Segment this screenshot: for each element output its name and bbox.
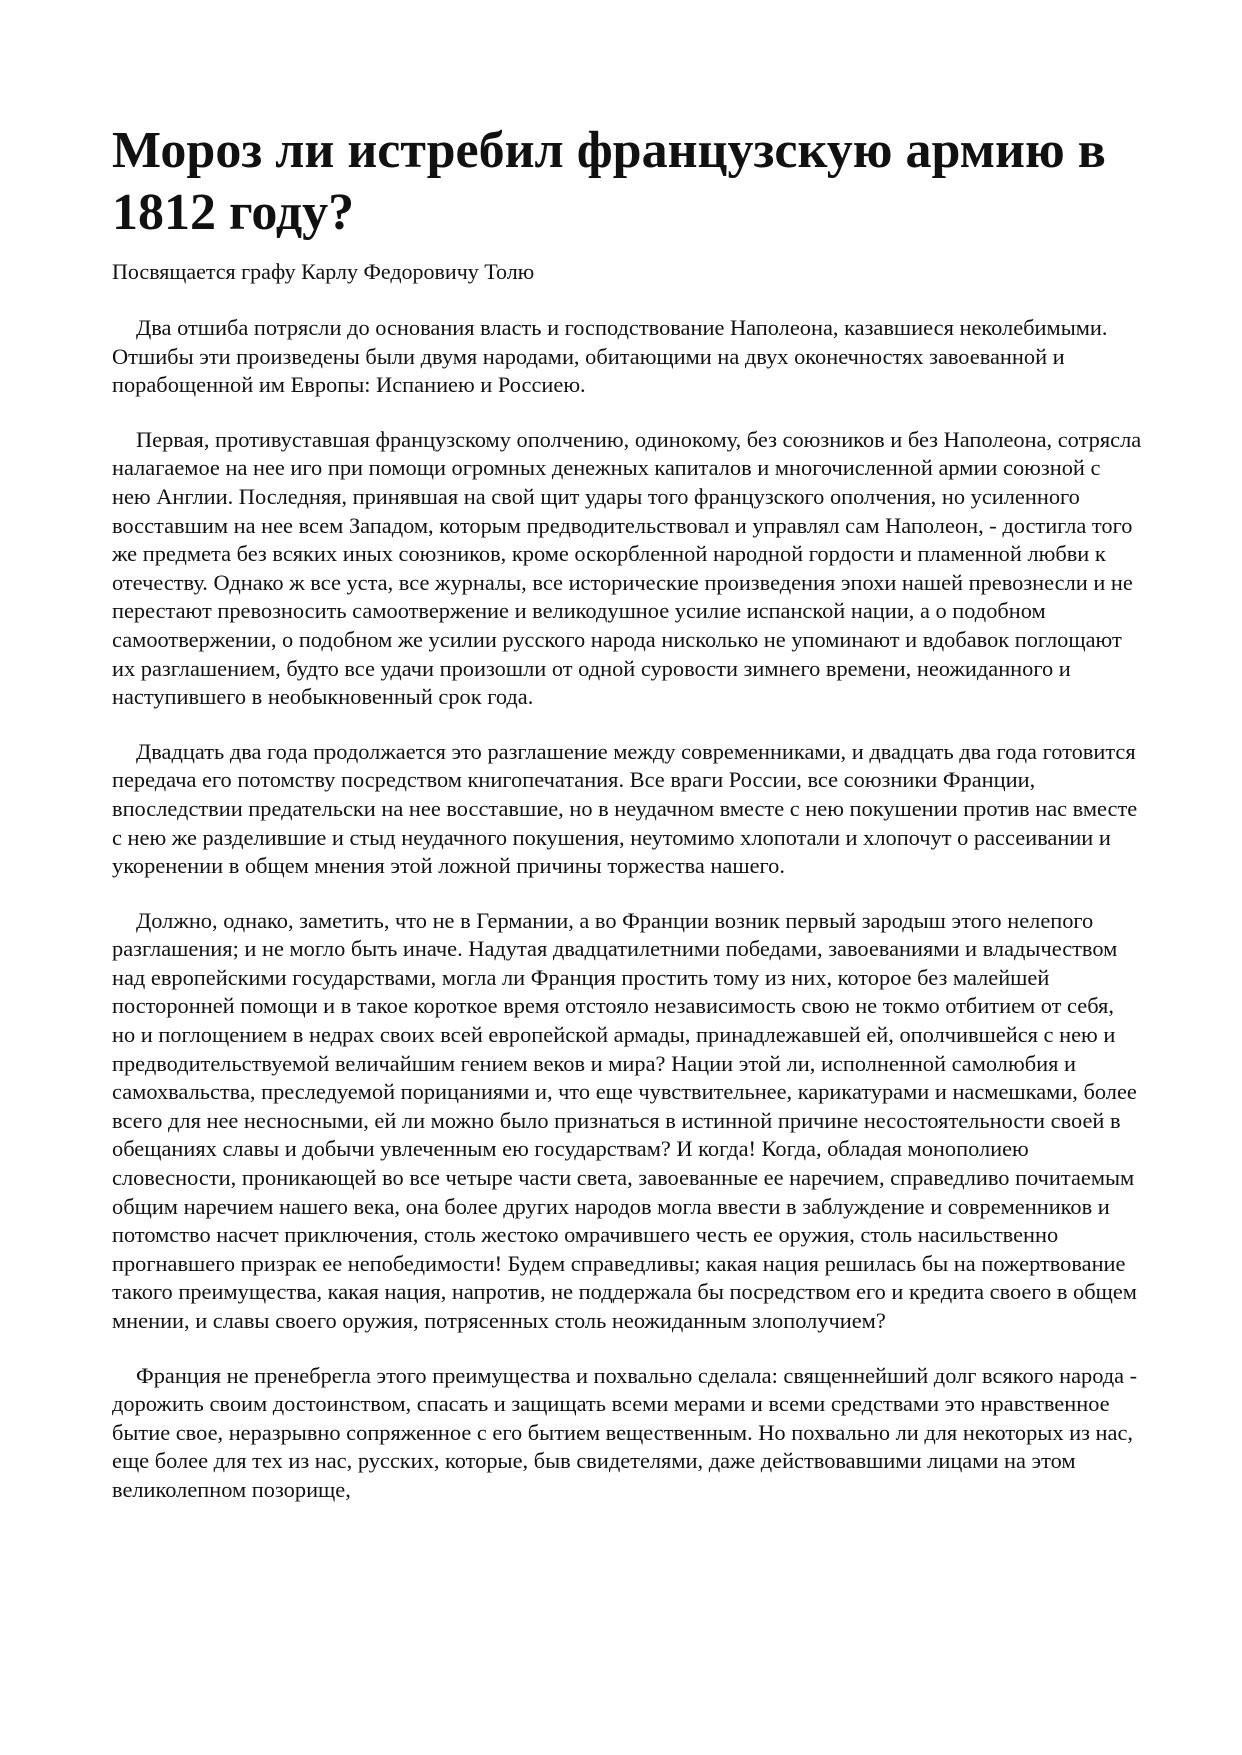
paragraph-5: Франция не пренебрегла этого преимущества и похвально сделала: священнейший долг всякого народа - дорожить своим достоинством, спасать и защищать всеми мерами и всеми средствами это нравственное бытие свое, неразрывно сопряженное с его бытием вещественным. Но похвально ли для некоторых из нас, еще более для тех из нас, русских, которые, быв свидетелями, даже действовавшими лицами на этом великолепном позорище, [112, 1362, 1138, 1502]
paragraph-3: Двадцать два года продолжается это разглашение между современниками, и двадцать два года готовится передача его потомству посредством книгопечатания. Все враги России, все союзники Франции, впоследствии предательски на нее восставшие, но в неудачном вместе с нею покушении против нас вместе с нею же разделившие и стыд неудачного покушения, неутомимо хлопотали и хлопочут о рассеивании и укоренении в общем мнения этой ложной причины торжества нашего. [112, 738, 1138, 879]
dedication: Посвящается графу Карлу Федоровичу Толю [112, 259, 535, 284]
document-page [112, 120, 1142, 1505]
document-title: Мороз ли истребил французскую армию в 1812 году? [112, 122, 1106, 241]
paragraph-2: Первая, противуставшая французскому ополчению, одинокому, без союзников и без Наполеона, сотрясла налагаемое на нее иго при помощи огромных денежных капиталов и многочисленной армии союзной с нею Англии. Последняя, принявшая на свой щит удары того французского ополчения, но усиленного восставшим на нее всем Западом, которым предводительствовал и управлял сам Наполеон, - достигла того же предмета без всяких иных союзников, кроме оскорбленной народной гордости и пламенной любви к отечеству. Однако ж все уста, все журналы, все исторические произведения эпохи нашей превознесли и не перестают превозносить самоотвержение и великодушное усилие испанской нации, а о подобном самоотвержении, о подобном же усилии русского народа нисколько не упоминают и вдобавок поглощают их разглашением, будто все удачи произошли от одной суровости зимнего времени, неожиданного и наступившего в необыкновенный срок года. [112, 426, 1142, 710]
paragraph-1: Два отшиба потрясли до основания власть и господствование Наполеона, казавшиеся неколебимыми. Отшибы эти произведены были двумя народами, обитающими на двух оконечностях завоеванной и порабощенной им Европы: Испаниею и Россиею. [112, 315, 1108, 398]
paragraph-4: Должно, однако, заметить, что не в Германии, а во Франции возник первый зародыш этого нелепого разглашения; и не могло быть иначе. Надутая двадцатилетними победами, завоеваниями и владычеством над европейскими государствами, могла ли Франция простить тому из них, которое без малейшей посторонней помощи и в такое короткое время отстояло независимость свою не токмо отбитием от себя, но и поглощением в недрах своих всей европейской армады, принадлежавшей ей, ополчившейся с нею и предводительствуемой величайшим гением веков и мира? Нации этой ли, исполненной самолюбия и самохвальства, преследуемой порицаниями и, что еще чувствительнее, карикатурами и насмешками, более всего для нее несносными, ей ли можно было признаться в истинной причине несостоятельности своей в обещаниях славы и добычи увлеченным ею государствам? И когда! Когда, обладая монополиею словесности, проникающей во все четыре части света, завоеванные ее наречием, справедливо почитаемым общим наречием нашего века, она более других народов могла ввести в заблуждение и современников и потомство насчет приключения, столь жестоко омрачившего честь ее оружия, столь насильственно прогнавшего призрак ее непобедимости! Будем справедливы; какая нация решилась бы на пожертвование такого преимущества, какая нация, напротив, не поддержала бы посредством его и кредита своего в общем мнении, и славы своего оружия, потрясенных столь неожиданным злополучием? [112, 907, 1137, 1333]
